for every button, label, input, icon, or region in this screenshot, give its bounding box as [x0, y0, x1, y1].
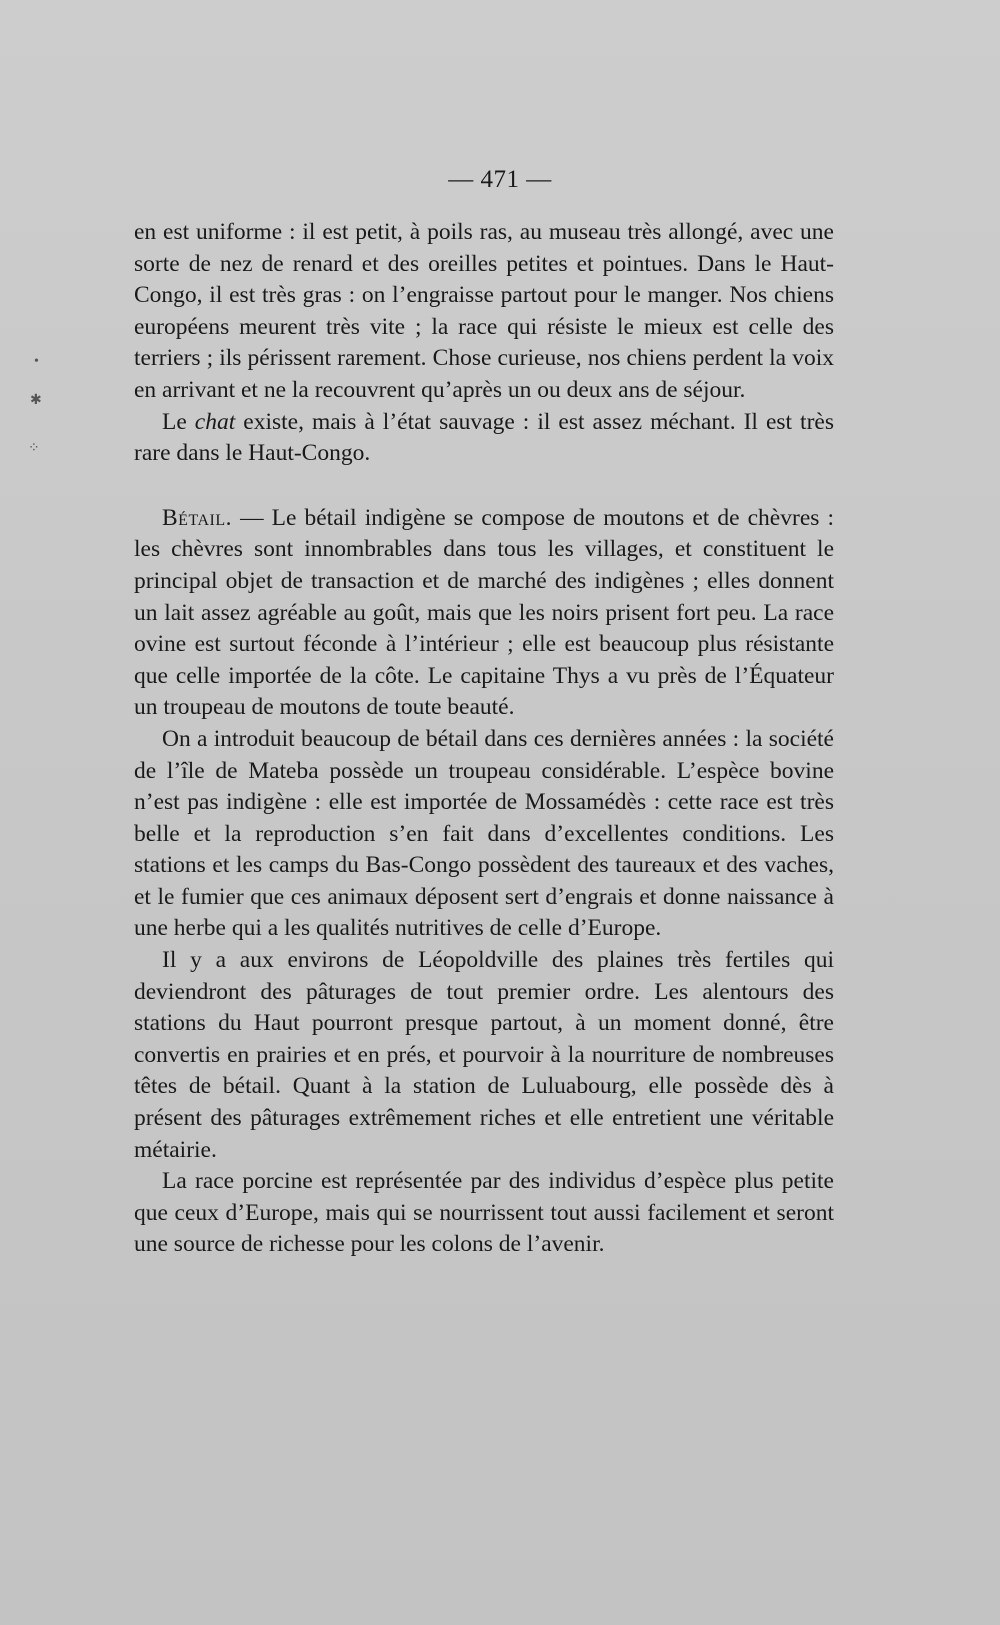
paragraph-cattle: On a introduit beaucoup de bétail dans ces dernières années : la société de l’île de Mateba possède un troupeau considérable. L’espèce bovine n’est pas indigène : elle est importée de Mossamédès : cette race est très belle et la reproduction s’en fait dans d’excellentes conditions. Les stations et les camps du Bas-Congo possèdent des taureaux et des vaches, et le fumier que ces animaux déposent sert d’engrais et donne naissance à une herbe qui a les qualités nutritives de celle d’Europe.: [134, 725, 834, 942]
section-heading: Bétail.: [162, 504, 232, 531]
body-text: [134, 217, 834, 1261]
paragraph-cat: [134, 407, 834, 470]
cat-italic-word: chat: [194, 408, 236, 435]
paragraph-pigs: La race porcine est représentée par des individus d’espèce plus petite que ceux d’Europe, mais qui se nourrissent tout aussi facilement et seront une source de richesse pour les colons de l’avenir.: [134, 1168, 834, 1258]
paragraph-dogs: en est uniforme : il est petit, à poils ras, au museau très allongé, avec une sorte de nez de renard et des oreilles petites et pointues. Dans le Haut-Congo, il est très gras : on l’engraisse partout pour le manger. Nos chiens européens meurent très vite ; la race qui résiste le mieux est celle des terriers ; ils périssent rarement. Chose curieuse, nos chiens perdent la voix en arrivant et ne la recouvrent qu’après un ou deux ans de séjour.: [134, 219, 834, 403]
betail-text: — Le bétail indigène se compose de moutons et de chèvres : les chèvres sont innombrables dans tous les villages, et constituent le principal objet de transaction et de marché des indigènes ; elles donnent un lait assez agréable au goût, mais que les noirs prisent fort peu. La race ovine est surtout féconde à l’intérieur ; elle est beaucoup plus résistante que celle importée de la côte. Le capitaine Thys a vu près de l’Équateur un troupeau de moutons de toute beauté.: [134, 504, 834, 721]
paragraph-pastures: Il y a aux environs de Léopoldville des plaines très fertiles qui deviendront des pâturages de tout premier ordre. Les alentours des stations du Haut pourront presque partout, à un moment donné, être convertis en prairies et en prés, et pourvoir à la nourriture de nombreuses têtes de bétail. Quant à la station de Luluabourg, elle possède dès à présent des pâturages extrêmement riches et elle entretient une véritable métairie.: [134, 947, 834, 1163]
page-number: — 471 —: [448, 166, 552, 193]
margin-speck: ✱: [30, 393, 42, 408]
cat-rest: existe, mais à l’état sauvage : il est assez méchant. Il est très rare dans le Haut-Congo.: [134, 408, 834, 467]
paragraph-betail: [134, 503, 834, 724]
cat-lead: Le: [162, 408, 195, 435]
margin-speck: •: [34, 354, 39, 369]
margin-speck: ⁘: [28, 441, 40, 456]
